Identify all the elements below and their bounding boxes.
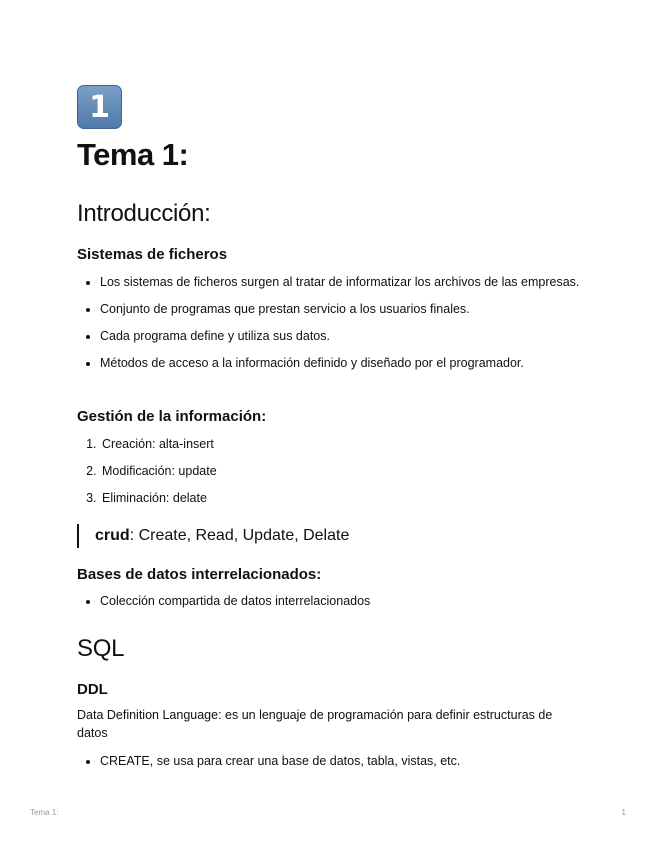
list-item: • Métodos de acceso a la información definido y diseñado por el programador. [100, 354, 600, 372]
sql-heading: SQL [77, 635, 125, 662]
list-item: 2. Modificación: update [100, 462, 600, 480]
footer-left: Tema 1: [30, 808, 59, 817]
list-item: 3. Eliminación: delate [100, 489, 600, 507]
quote-text: : Create, Read, Update, Delate [129, 527, 350, 544]
page-number: 1 [621, 808, 626, 817]
ddl-heading: DDL [77, 681, 108, 698]
sistemas-heading: Sistemas de ficheros [77, 246, 228, 263]
quote-bold: crud [95, 527, 130, 544]
list-item: 1. Creación: alta-insert [100, 435, 600, 453]
list-item: • Cada programa define y utiliza sus datos. [100, 327, 600, 345]
list-item: • Los sistemas de ficheros surgen al tratar de informatizar los archivos de las empresas. [100, 273, 600, 291]
gestion-list [77, 435, 600, 516]
list-item: • Colección compartida de datos interrelacionados [100, 592, 600, 610]
crud-quote [77, 524, 349, 548]
page-title: Tema 1: [77, 137, 189, 172]
keycap-one-icon: 1 [77, 85, 122, 129]
bases-list [77, 592, 600, 619]
intro-heading: Introducción: [77, 200, 211, 227]
ddl-list [77, 752, 600, 779]
list-item: • Conjunto de programas que prestan servicio a los usuarios finales. [100, 300, 600, 318]
ddl-description: Data Definition Language: es un lenguaje de programación para definir estructuras de datos [77, 708, 553, 740]
sistemas-list [77, 273, 600, 381]
bases-heading: Bases de datos interrelacionados: [77, 566, 322, 583]
gestion-heading: Gestión de la información: [77, 408, 267, 425]
list-item: • CREATE, se usa para crear una base de datos, tabla, vistas, etc. [100, 752, 600, 770]
